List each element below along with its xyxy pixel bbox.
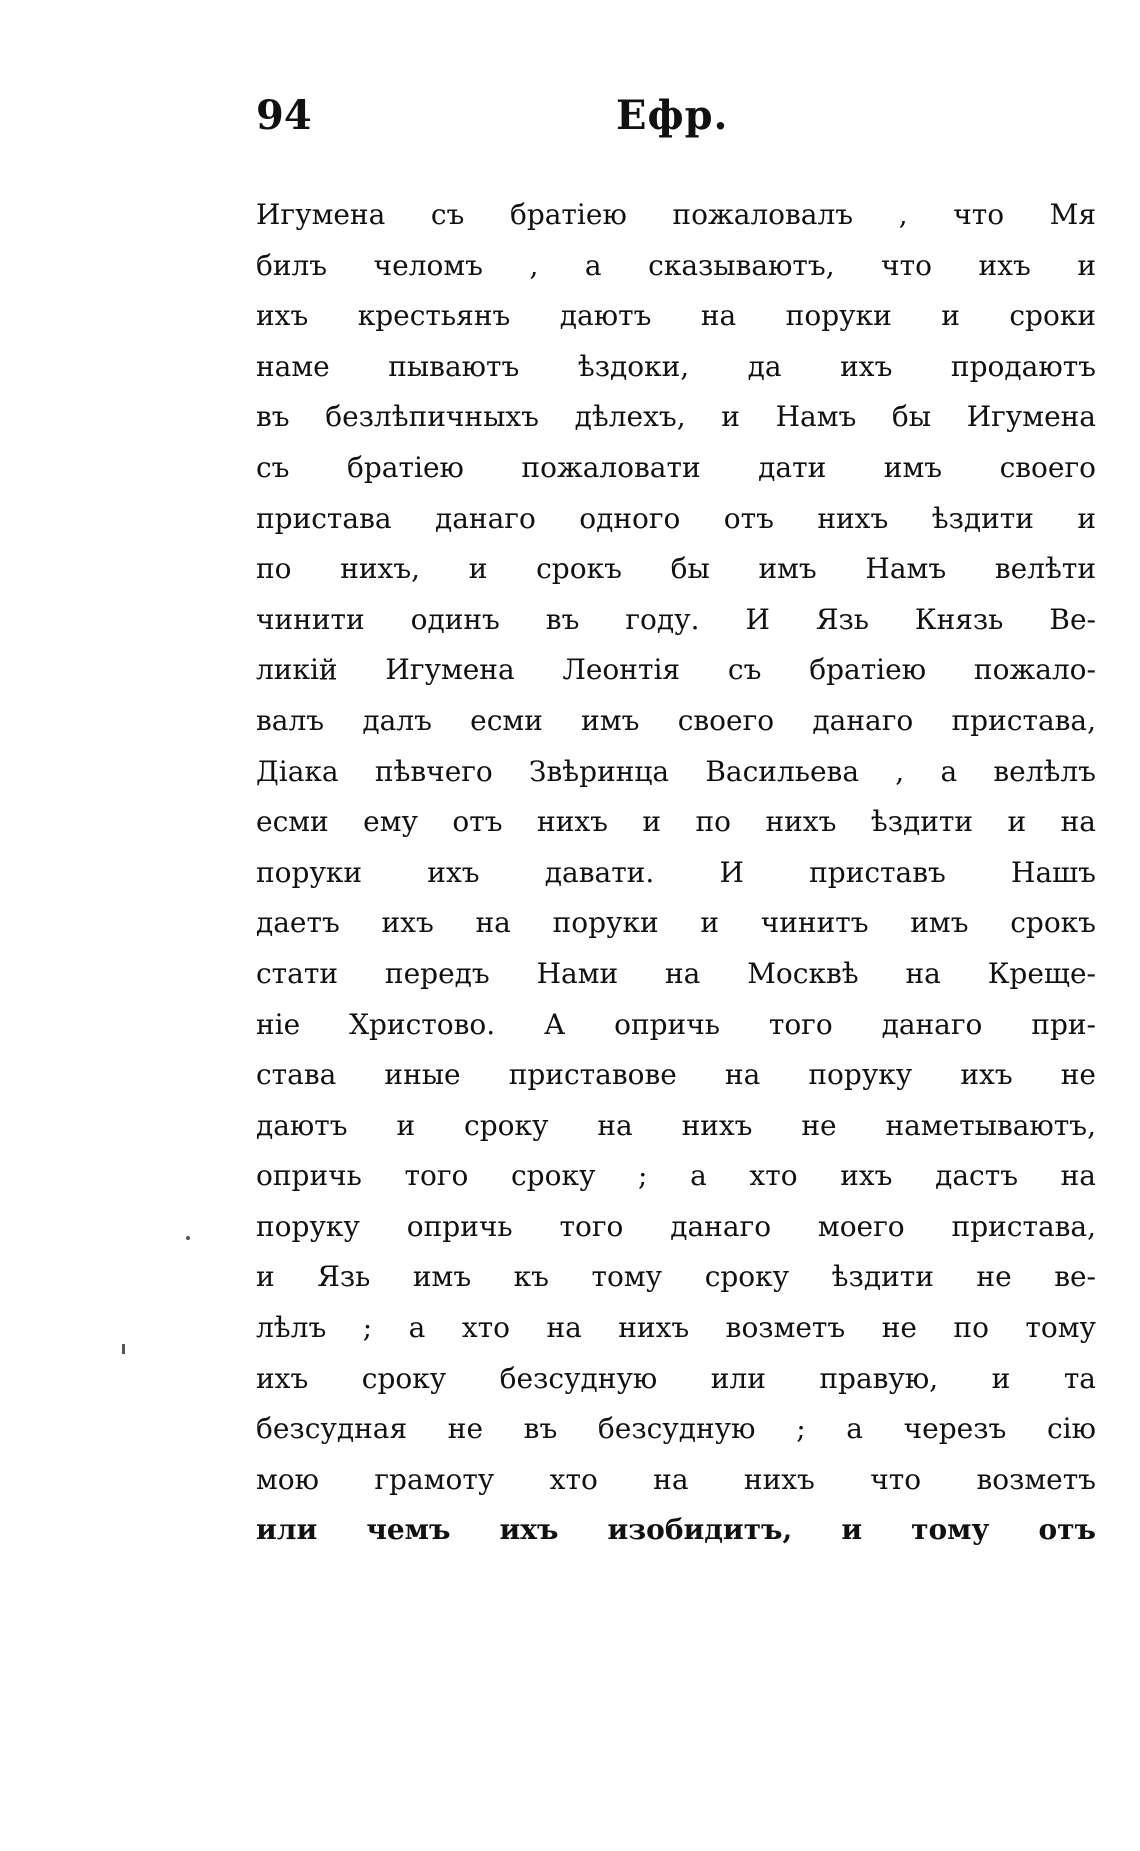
- text-line: валъ далъ есми имъ своего данаго пристава,: [256, 703, 1096, 737]
- ink-speck: [122, 1344, 125, 1354]
- text-line: лѣлъ ; а хто на нихъ возметъ не по тому: [256, 1311, 1096, 1345]
- text-line: мою грамоту хто на нихъ что возметъ: [256, 1462, 1096, 1496]
- text-line: или чемъ ихъ изобидитъ, и тому отъ: [256, 1513, 1096, 1547]
- text-line: ихъ крестьянъ даютъ на поруки и сроки: [256, 299, 1096, 333]
- text-line: стати передъ Нами на Москвѣ на Креще-: [256, 956, 1096, 990]
- body-text: [256, 190, 1096, 1556]
- text-line: Игумена съ братіею пожаловалъ , что Мя: [256, 198, 1096, 231]
- text-line: става иные приставове на поруку ихъ не: [256, 1058, 1096, 1092]
- text-line: съ братіею пожаловати дати имъ своего: [256, 450, 1096, 484]
- text-line: опричь того сроку ; а хто ихъ дастъ на: [256, 1159, 1096, 1193]
- text-line: есми ему отъ нихъ и по нихъ ѣздити и на: [256, 805, 1096, 839]
- ink-speck: [186, 1236, 190, 1240]
- text-line: по нихъ, и срокъ бы имъ Намъ велѣти: [256, 552, 1096, 586]
- text-line: чинити одинъ въ году. И Язь Князь Ве-: [256, 602, 1096, 636]
- text-line: безсудная не въ безсудную ; а черезъ сію: [256, 1412, 1096, 1446]
- text-line: билъ челомъ , а сказываютъ, что ихъ и: [256, 248, 1096, 282]
- text-line: ихъ сроку безсудную или правую, и та: [256, 1361, 1096, 1395]
- text-line: Діака пѣвчего Звѣринца Васильева , а велѣлъ: [256, 754, 1096, 788]
- page-number: 94: [256, 92, 312, 139]
- text-line: даетъ ихъ на поруки и чинитъ имъ срокъ: [256, 906, 1096, 940]
- text-line: пристава данаго одного отъ нихъ ѣздити и: [256, 501, 1096, 535]
- text-line: даютъ и сроку на нихъ не наметываютъ,: [256, 1108, 1096, 1142]
- text-line: ніе Христово. А опричь того данаго при-: [256, 1007, 1096, 1041]
- text-line: поруку опричь того данаго моего пристава,: [256, 1209, 1096, 1243]
- text-line: и Язь имъ къ тому сроку ѣздити не ве-: [256, 1260, 1096, 1294]
- page-header: [256, 92, 1096, 152]
- text-line: наме пываютъ ѣздоки, да ихъ продаютъ: [256, 349, 1096, 383]
- text-line: въ безлѣпичныхъ дѣлехъ, и Намъ бы Игумена: [256, 400, 1096, 434]
- text-line: ликій Игумена Леонтія съ братіею пожало-: [256, 653, 1096, 687]
- text-line: поруки ихъ давати. И приставъ Нашъ: [256, 855, 1096, 889]
- running-head: Ефр.: [616, 92, 729, 139]
